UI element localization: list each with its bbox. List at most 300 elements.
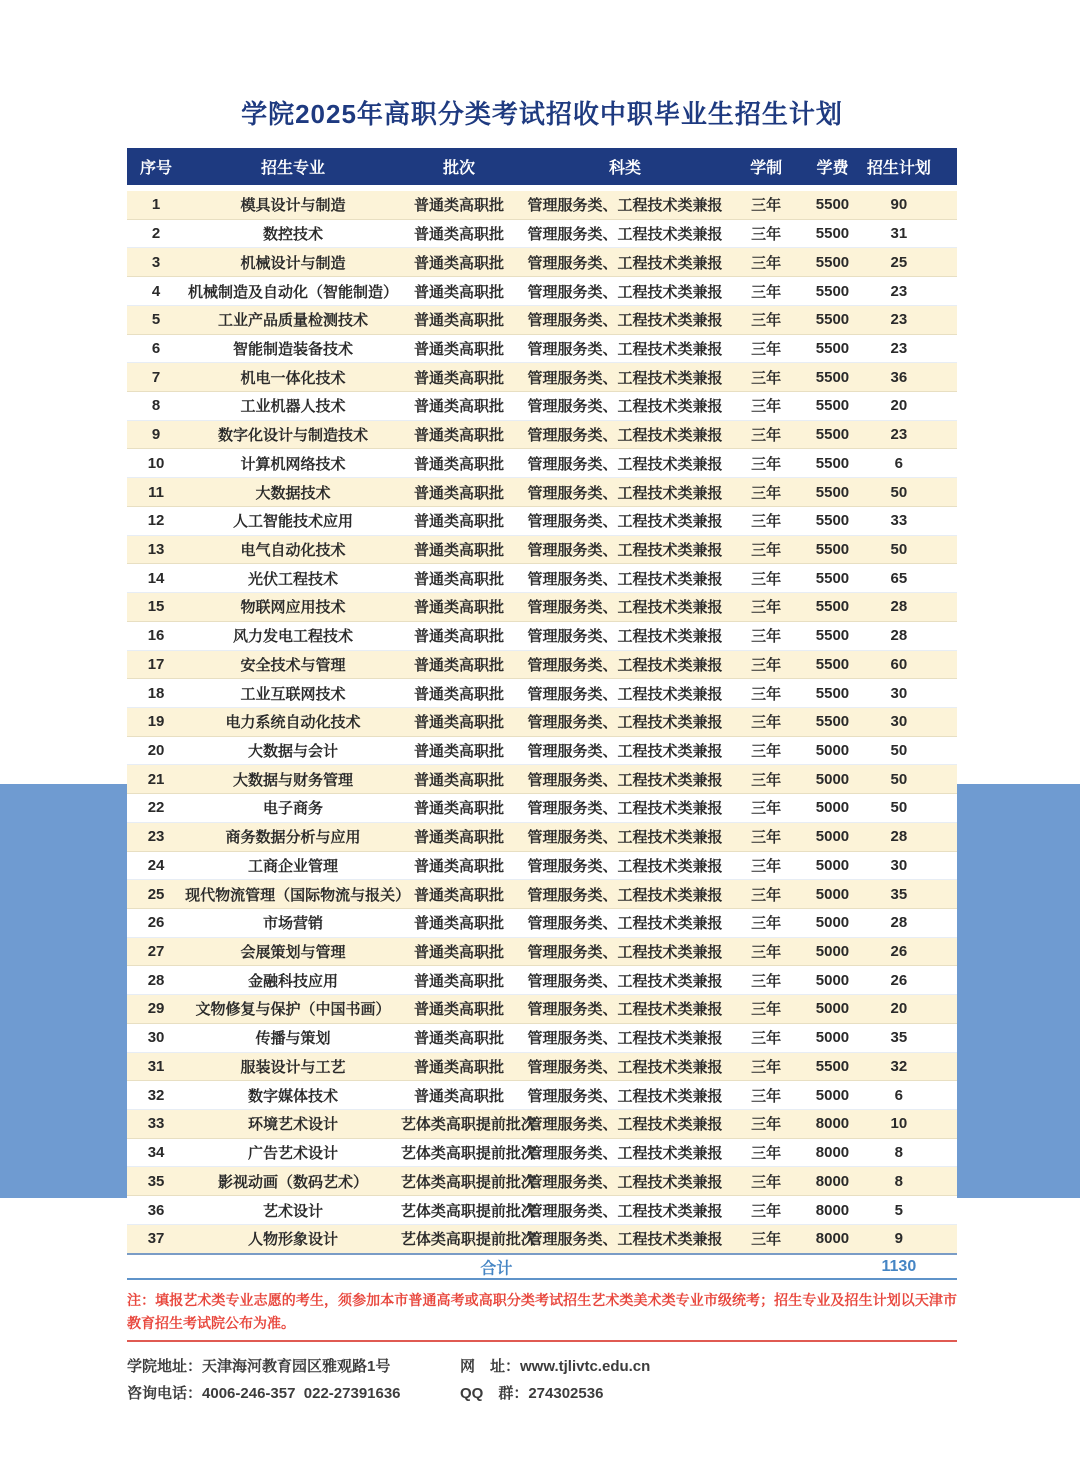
table-row: [127, 966, 957, 995]
cell-major: 服装设计与工艺: [240, 1058, 346, 1076]
cell-tuition: 5500: [815, 483, 850, 501]
cell-tuition: 5500: [815, 311, 850, 329]
table-body: [127, 191, 957, 1254]
cell-no: 13: [147, 540, 165, 558]
cell-category: 管理服务类、工程技术类兼报: [527, 1116, 723, 1134]
table-row: [127, 995, 957, 1024]
cell-major: 风力发电工程技术: [232, 628, 353, 646]
cell-major: 光伏工程技术: [247, 570, 338, 588]
cell-category: 管理服务类、工程技术类兼报: [527, 800, 723, 818]
cell-no: 29: [147, 1000, 165, 1018]
cell-duration: 三年: [751, 800, 782, 818]
cell-major: 工业产品质量检测技术: [217, 312, 368, 330]
footer-address-line: [127, 1353, 401, 1380]
cell-major: 机械设计与制造: [240, 254, 346, 272]
table-row: [127, 191, 957, 220]
cell-batch: 普通类高职批: [413, 628, 504, 646]
cell-batch: 艺体类高职提前批次: [400, 1231, 536, 1249]
cell-batch: 普通类高职批: [413, 1001, 504, 1019]
cell-plan: 9: [894, 1230, 904, 1248]
cell-major: 人工智能技术应用: [232, 513, 353, 531]
table-row: [127, 564, 957, 593]
cell-major: 商务数据分析与应用: [225, 829, 361, 847]
cell-no: 8: [151, 397, 161, 415]
table-row: [127, 1196, 957, 1225]
cell-no: 15: [147, 598, 165, 616]
table-row: [127, 335, 957, 364]
cell-tuition: 5000: [815, 799, 850, 817]
cell-tuition: 8000: [815, 1230, 850, 1248]
cell-batch: 普通类高职批: [413, 369, 504, 387]
cell-major: 大数据与会计: [247, 743, 338, 761]
cell-no: 10: [147, 454, 165, 472]
table-row: [127, 220, 957, 249]
cell-batch: 普通类高职批: [413, 886, 504, 904]
cell-no: 5: [151, 311, 161, 329]
cell-tuition: 5500: [815, 339, 850, 357]
cell-plan: 6: [894, 1086, 904, 1104]
cell-plan: 28: [890, 627, 908, 645]
cell-category: 管理服务类、工程技术类兼报: [527, 1145, 723, 1163]
cell-duration: 三年: [751, 1116, 782, 1134]
cell-plan: 23: [890, 282, 908, 300]
cell-duration: 三年: [751, 857, 782, 875]
cell-no: 25: [147, 885, 165, 903]
cell-major: 数字媒体技术: [247, 1087, 338, 1105]
address-value: 天津海河教育园区雅观路1号: [202, 1358, 391, 1375]
footer-web-line: [460, 1353, 650, 1380]
cell-major: 广告艺术设计: [247, 1145, 338, 1163]
table-row: [127, 421, 957, 450]
cell-duration: 三年: [751, 714, 782, 732]
cell-tuition: 5000: [815, 1029, 850, 1047]
cell-plan: 50: [890, 799, 908, 817]
cell-plan: 20: [890, 1000, 908, 1018]
cell-plan: 5: [894, 1201, 904, 1219]
cell-category: 管理服务类、工程技术类兼报: [527, 1058, 723, 1076]
cell-major: 传播与策划: [255, 1030, 331, 1048]
table-row: [127, 1225, 957, 1254]
cell-no: 33: [147, 1115, 165, 1133]
footer-right-column: [460, 1353, 650, 1407]
cell-major: 电力系统自动化技术: [225, 714, 361, 732]
cell-no: 20: [147, 742, 165, 760]
cell-category: 管理服务类、工程技术类兼报: [527, 541, 723, 559]
red-divider-line: [127, 1340, 957, 1342]
address-label: 学院地址：: [127, 1358, 203, 1375]
table-row: [127, 536, 957, 565]
total-label: 合计: [480, 1260, 513, 1277]
cell-plan: 30: [890, 856, 908, 874]
cell-major: 机电一体化技术: [240, 369, 346, 387]
cell-tuition: 5500: [815, 569, 850, 587]
cell-category: 管理服务类、工程技术类兼报: [527, 685, 723, 703]
cell-duration: 三年: [751, 972, 782, 990]
cell-major: 文物修复与保护（中国书画）: [195, 1001, 391, 1019]
cell-major: 市场营销: [262, 915, 323, 933]
cell-major: 大数据与财务管理: [232, 771, 353, 789]
table-row: [127, 593, 957, 622]
cell-plan: 36: [890, 368, 908, 386]
cell-duration: 三年: [751, 570, 782, 588]
cell-tuition: 5000: [815, 914, 850, 932]
cell-no: 24: [147, 856, 165, 874]
cell-category: 管理服务类、工程技术类兼报: [527, 628, 723, 646]
cell-no: 31: [147, 1057, 165, 1075]
cell-batch: 普通类高职批: [413, 800, 504, 818]
cell-duration: 三年: [751, 886, 782, 904]
table-row: [127, 679, 957, 708]
cell-major: 现代物流管理（国际物流与报关）: [185, 886, 411, 904]
cell-batch: 普通类高职批: [413, 570, 504, 588]
cell-tuition: 5500: [815, 282, 850, 300]
cell-batch: 艺体类高职提前批次: [400, 1202, 536, 1220]
cell-major: 电气自动化技术: [240, 541, 346, 559]
cell-tuition: 5000: [815, 943, 850, 961]
cell-major: 机械制造及自动化（智能制造）: [187, 283, 398, 301]
cell-duration: 三年: [751, 944, 782, 962]
table-row: [127, 1053, 957, 1082]
table-row: [127, 306, 957, 335]
decorative-band-left: [0, 784, 127, 1198]
web-label: 网 址：: [460, 1358, 521, 1375]
table-row: [127, 1024, 957, 1053]
cell-batch: 普通类高职批: [413, 771, 504, 789]
cell-plan: 8: [894, 1144, 904, 1162]
cell-no: 36: [147, 1201, 165, 1219]
cell-no: 35: [147, 1172, 165, 1190]
cell-plan: 23: [890, 339, 908, 357]
cell-plan: 31: [890, 225, 908, 243]
cell-tuition: 5000: [815, 828, 850, 846]
cell-duration: 三年: [751, 1231, 782, 1249]
cell-duration: 三年: [751, 340, 782, 358]
cell-category: 管理服务类、工程技术类兼报: [527, 1030, 723, 1048]
cell-tuition: 5000: [815, 742, 850, 760]
cell-major: 计算机网络技术: [240, 455, 346, 473]
cell-tuition: 5500: [815, 253, 850, 271]
header-cell-batch: 批次: [442, 160, 475, 177]
cell-duration: 三年: [751, 771, 782, 789]
cell-duration: 三年: [751, 283, 782, 301]
cell-category: 管理服务类、工程技术类兼报: [527, 857, 723, 875]
cell-plan: 23: [890, 311, 908, 329]
cell-duration: 三年: [751, 685, 782, 703]
table-row: [127, 708, 957, 737]
cell-duration: 三年: [751, 743, 782, 761]
cell-tuition: 8000: [815, 1115, 850, 1133]
header-cell-major: 招生专业: [260, 160, 325, 177]
cell-duration: 三年: [751, 599, 782, 617]
cell-duration: 三年: [751, 226, 782, 244]
cell-major: 工业互联网技术: [240, 685, 346, 703]
table-row: [127, 794, 957, 823]
cell-no: 1: [151, 196, 161, 214]
cell-plan: 6: [894, 454, 904, 472]
table-row: [127, 449, 957, 478]
decorative-band-right: [953, 784, 1080, 1198]
cell-no: 12: [147, 512, 165, 530]
cell-plan: 10: [890, 1115, 908, 1133]
cell-duration: 三年: [751, 829, 782, 847]
header-cell-plan: 招生计划: [866, 160, 931, 177]
cell-plan: 28: [890, 598, 908, 616]
cell-category: 管理服务类、工程技术类兼报: [527, 427, 723, 445]
cell-category: 管理服务类、工程技术类兼报: [527, 915, 723, 933]
cell-category: 管理服务类、工程技术类兼报: [527, 369, 723, 387]
cell-no: 6: [151, 339, 161, 357]
cell-plan: 50: [890, 540, 908, 558]
table-row: [127, 507, 957, 536]
cell-tuition: 5500: [815, 540, 850, 558]
table-row: [127, 363, 957, 392]
cell-tuition: 5000: [815, 885, 850, 903]
table-row: [127, 1110, 957, 1139]
cell-batch: 普通类高职批: [413, 714, 504, 732]
cell-duration: 三年: [751, 427, 782, 445]
cell-duration: 三年: [751, 513, 782, 531]
total-value: 1130: [881, 1257, 917, 1275]
cell-major: 模具设计与制造: [240, 197, 346, 215]
cell-major: 安全技术与管理: [240, 656, 346, 674]
header-cell-duration: 学制: [750, 160, 783, 177]
cell-no: 19: [147, 713, 165, 731]
cell-batch: 普通类高职批: [413, 312, 504, 330]
cell-duration: 三年: [751, 1030, 782, 1048]
table-row: [127, 823, 957, 852]
cell-category: 管理服务类、工程技术类兼报: [527, 1001, 723, 1019]
table-row: [127, 1167, 957, 1196]
cell-duration: 三年: [751, 254, 782, 272]
cell-tuition: 5500: [815, 196, 850, 214]
cell-tuition: 5500: [815, 627, 850, 645]
table-header-row: [127, 148, 957, 185]
cell-no: 23: [147, 828, 165, 846]
cell-tuition: 5000: [815, 770, 850, 788]
cell-duration: 三年: [751, 484, 782, 502]
qq-value: 274302536: [528, 1385, 604, 1402]
header-cell-category: 科类: [608, 160, 641, 177]
cell-category: 管理服务类、工程技术类兼报: [527, 1231, 723, 1249]
cell-no: 28: [147, 971, 165, 989]
cell-category: 管理服务类、工程技术类兼报: [527, 714, 723, 732]
table-row: [127, 478, 957, 507]
cell-duration: 三年: [751, 1001, 782, 1019]
cell-major: 数控技术: [262, 226, 323, 244]
cell-plan: 65: [890, 569, 908, 587]
cell-tuition: 5000: [815, 1086, 850, 1104]
cell-tuition: 5500: [815, 713, 850, 731]
table-row: [127, 248, 957, 277]
cell-major: 环境艺术设计: [247, 1116, 338, 1134]
cell-category: 管理服务类、工程技术类兼报: [527, 283, 723, 301]
cell-category: 管理服务类、工程技术类兼报: [527, 972, 723, 990]
cell-tuition: 5500: [815, 426, 850, 444]
cell-batch: 普通类高职批: [413, 599, 504, 617]
cell-duration: 三年: [751, 915, 782, 933]
cell-category: 管理服务类、工程技术类兼报: [527, 226, 723, 244]
cell-duration: 三年: [751, 398, 782, 416]
cell-plan: 23: [890, 426, 908, 444]
cell-plan: 60: [890, 655, 908, 673]
cell-category: 管理服务类、工程技术类兼报: [527, 656, 723, 674]
cell-batch: 普通类高职批: [413, 743, 504, 761]
cell-duration: 三年: [751, 197, 782, 215]
cell-tuition: 8000: [815, 1201, 850, 1219]
cell-batch: 普通类高职批: [413, 857, 504, 875]
table-row: [127, 880, 957, 909]
cell-batch: 普通类高职批: [413, 972, 504, 990]
cell-plan: 32: [890, 1057, 908, 1075]
cell-duration: 三年: [751, 1173, 782, 1191]
cell-batch: 普通类高职批: [413, 340, 504, 358]
cell-no: 21: [147, 770, 165, 788]
cell-batch: 艺体类高职提前批次: [400, 1145, 536, 1163]
phone-value: 4006-246-357 022-27391636: [202, 1385, 401, 1402]
cell-no: 18: [147, 684, 165, 702]
cell-tuition: 5000: [815, 856, 850, 874]
cell-plan: 8: [894, 1172, 904, 1190]
cell-duration: 三年: [751, 369, 782, 387]
cell-no: 9: [151, 426, 161, 444]
cell-category: 管理服务类、工程技术类兼报: [527, 1173, 723, 1191]
cell-category: 管理服务类、工程技术类兼报: [527, 944, 723, 962]
cell-batch: 普通类高职批: [413, 484, 504, 502]
cell-tuition: 5500: [815, 368, 850, 386]
table-row: [127, 1081, 957, 1110]
cell-no: 37: [147, 1230, 165, 1248]
cell-category: 管理服务类、工程技术类兼报: [527, 599, 723, 617]
cell-batch: 普通类高职批: [413, 398, 504, 416]
cell-major: 艺术设计: [262, 1202, 323, 1220]
cell-tuition: 8000: [815, 1172, 850, 1190]
cell-tuition: 5500: [815, 454, 850, 472]
cell-major: 工商企业管理: [247, 857, 338, 875]
cell-plan: 50: [890, 483, 908, 501]
cell-batch: 普通类高职批: [413, 226, 504, 244]
cell-plan: 30: [890, 713, 908, 731]
cell-no: 26: [147, 914, 165, 932]
cell-plan: 28: [890, 914, 908, 932]
table-row: [127, 622, 957, 651]
total-row: [127, 1253, 957, 1280]
cell-major: 金融科技应用: [247, 972, 338, 990]
cell-batch: 普通类高职批: [413, 1087, 504, 1105]
footer-qq-line: [460, 1380, 650, 1407]
cell-no: 4: [151, 282, 161, 300]
cell-duration: 三年: [751, 1202, 782, 1220]
table-row: [127, 765, 957, 794]
cell-major: 数字化设计与制造技术: [217, 427, 368, 445]
phone-label: 咨询电话：: [127, 1385, 203, 1402]
cell-batch: 普通类高职批: [413, 283, 504, 301]
cell-plan: 26: [890, 971, 908, 989]
cell-plan: 35: [890, 1029, 908, 1047]
header-cell-no: 序号: [140, 160, 173, 177]
cell-category: 管理服务类、工程技术类兼报: [527, 340, 723, 358]
cell-category: 管理服务类、工程技术类兼报: [527, 743, 723, 761]
cell-batch: 普通类高职批: [413, 427, 504, 445]
cell-batch: 普通类高职批: [413, 1058, 504, 1076]
cell-no: 7: [151, 368, 161, 386]
cell-plan: 35: [890, 885, 908, 903]
cell-tuition: 5000: [815, 971, 850, 989]
cell-plan: 50: [890, 742, 908, 760]
cell-major: 影视动画（数码艺术）: [217, 1173, 368, 1191]
cell-major: 会展策划与管理: [240, 944, 346, 962]
cell-category: 管理服务类、工程技术类兼报: [527, 570, 723, 588]
table-row: [127, 909, 957, 938]
cell-batch: 普通类高职批: [413, 197, 504, 215]
cell-plan: 25: [890, 253, 908, 271]
cell-category: 管理服务类、工程技术类兼报: [527, 829, 723, 847]
cell-batch: 普通类高职批: [413, 915, 504, 933]
header-cell-tuition: 学费: [816, 160, 849, 177]
cell-plan: 33: [890, 512, 908, 530]
cell-category: 管理服务类、工程技术类兼报: [527, 1202, 723, 1220]
cell-no: 14: [147, 569, 165, 587]
cell-batch: 普通类高职批: [413, 829, 504, 847]
cell-plan: 30: [890, 684, 908, 702]
cell-no: 30: [147, 1029, 165, 1047]
cell-batch: 普通类高职批: [413, 541, 504, 559]
cell-category: 管理服务类、工程技术类兼报: [527, 398, 723, 416]
cell-duration: 三年: [751, 541, 782, 559]
cell-category: 管理服务类、工程技术类兼报: [527, 455, 723, 473]
cell-tuition: 5500: [815, 684, 850, 702]
cell-no: 32: [147, 1086, 165, 1104]
note-text: 注：填报艺术类专业志愿的考生，须参加本市普通高考或高职分类考试招生艺术类美术类专业市级统考；招生专业及招生计划以天津市教育招生考试院公布为准。: [127, 1292, 957, 1331]
cell-duration: 三年: [751, 1087, 782, 1105]
cell-tuition: 5500: [815, 655, 850, 673]
cell-category: 管理服务类、工程技术类兼报: [527, 1087, 723, 1105]
cell-tuition: 5500: [815, 512, 850, 530]
qq-label: QQ 群：: [460, 1385, 529, 1402]
cell-duration: 三年: [751, 656, 782, 674]
cell-tuition: 5500: [815, 225, 850, 243]
cell-category: 管理服务类、工程技术类兼报: [527, 771, 723, 789]
cell-tuition: 5000: [815, 1000, 850, 1018]
cell-tuition: 5500: [815, 1057, 850, 1075]
cell-batch: 普通类高职批: [413, 513, 504, 531]
cell-no: 16: [147, 627, 165, 645]
cell-batch: 普通类高职批: [413, 254, 504, 272]
cell-category: 管理服务类、工程技术类兼报: [527, 312, 723, 330]
table-row: [127, 852, 957, 881]
cell-batch: 艺体类高职提前批次: [400, 1173, 536, 1191]
cell-tuition: 8000: [815, 1144, 850, 1162]
footer-left-column: [127, 1353, 401, 1407]
cell-major: 电子商务: [262, 800, 323, 818]
table-row: [127, 1139, 957, 1168]
cell-major: 工业机器人技术: [240, 398, 346, 416]
table-row: [127, 277, 957, 306]
cell-no: 34: [147, 1144, 165, 1162]
table-row: [127, 737, 957, 766]
cell-duration: 三年: [751, 628, 782, 646]
cell-batch: 普通类高职批: [413, 944, 504, 962]
cell-major: 智能制造装备技术: [232, 340, 353, 358]
cell-category: 管理服务类、工程技术类兼报: [527, 484, 723, 502]
cell-duration: 三年: [751, 1058, 782, 1076]
cell-tuition: 5500: [815, 598, 850, 616]
web-value: www.tjlivtc.edu.cn: [520, 1358, 651, 1375]
cell-plan: 28: [890, 828, 908, 846]
cell-no: 11: [148, 483, 164, 501]
cell-no: 3: [151, 253, 161, 271]
cell-plan: 90: [890, 196, 908, 214]
page-title: 学院2025年高职分类考试招收中职毕业生招生计划: [241, 99, 843, 129]
